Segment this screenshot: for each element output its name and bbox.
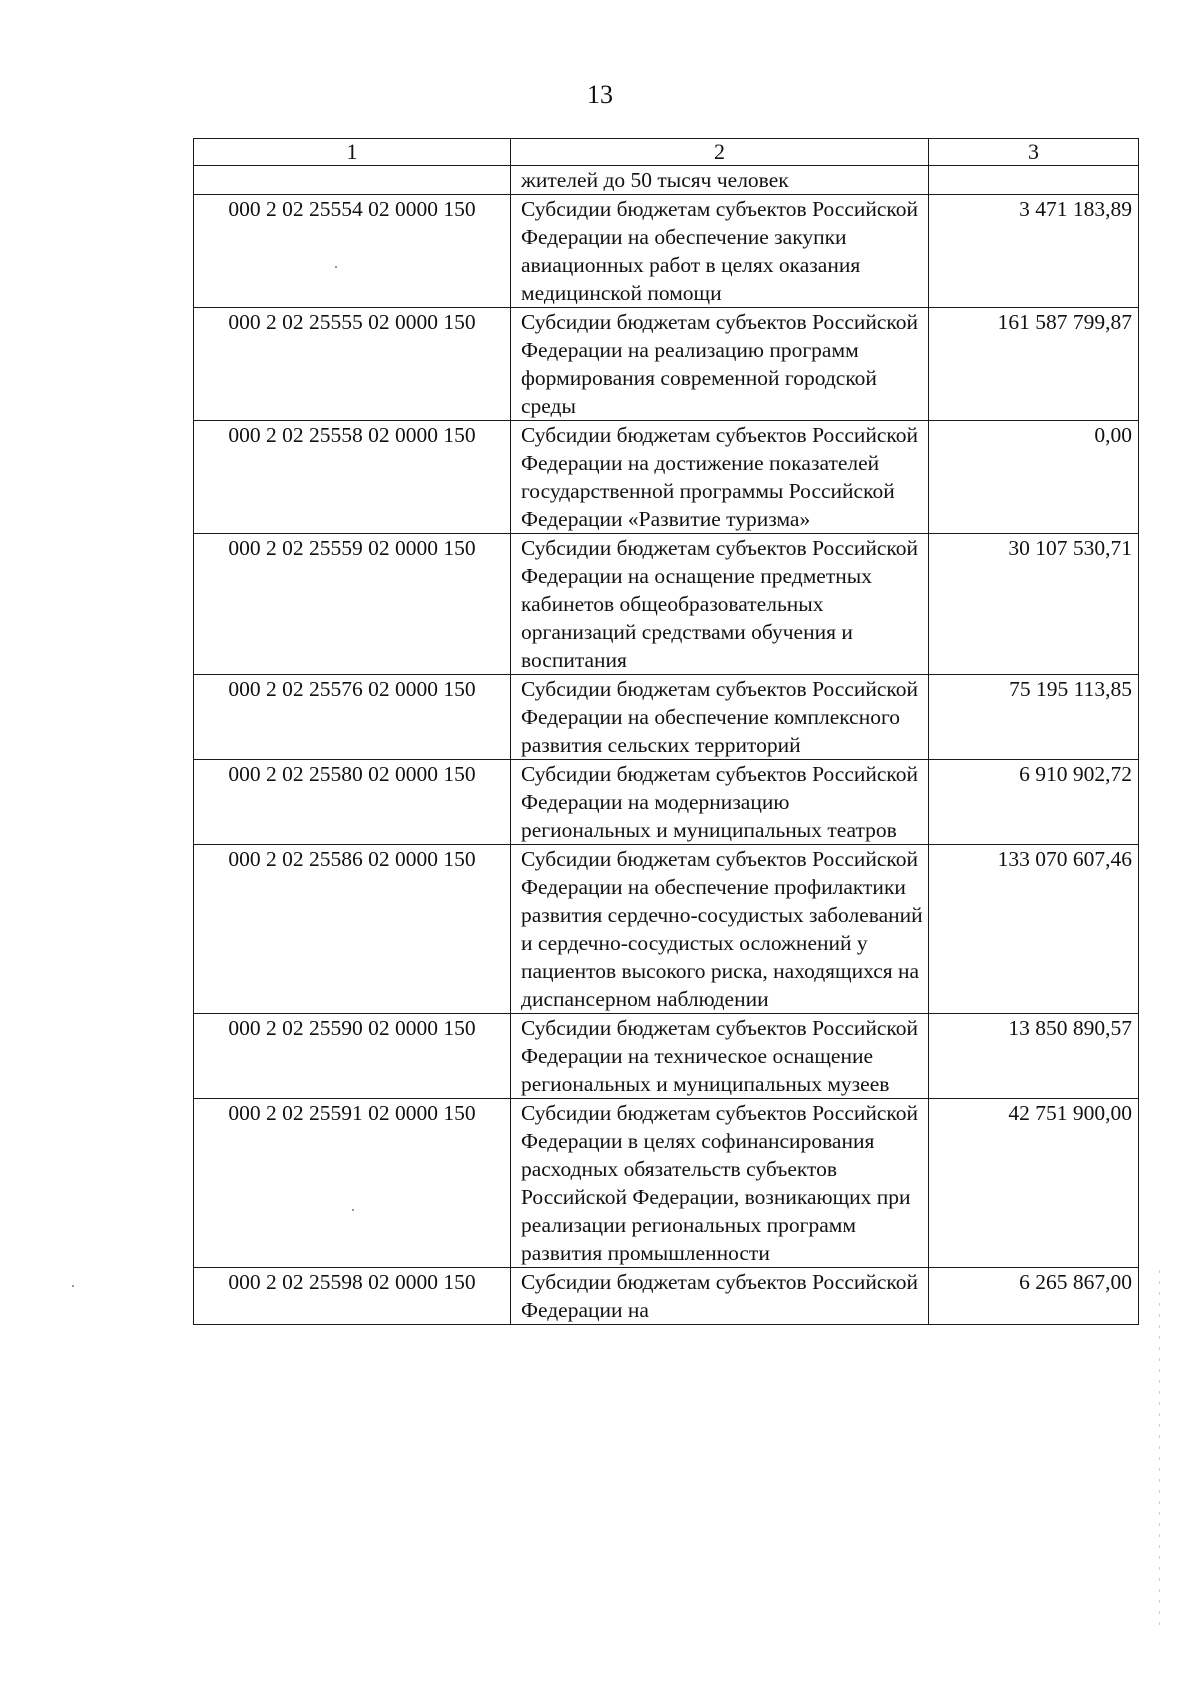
table-row bbox=[194, 308, 1139, 421]
cell-code bbox=[194, 166, 511, 195]
table-row bbox=[194, 166, 1139, 195]
cell-code: 000 2 02 25554 02 0000 150 bbox=[194, 195, 511, 308]
cell-sum: 6 910 902,72 bbox=[929, 760, 1139, 845]
cell-code: 000 2 02 25558 02 0000 150 bbox=[194, 421, 511, 534]
scan-speck bbox=[335, 266, 337, 268]
table-row bbox=[194, 1099, 1139, 1268]
scan-streak bbox=[1159, 1270, 1160, 1630]
cell-sum: 30 107 530,71 bbox=[929, 534, 1139, 675]
cell-sum: 3 471 183,89 bbox=[929, 195, 1139, 308]
table-row bbox=[194, 845, 1139, 1014]
cell-code: 000 2 02 25559 02 0000 150 bbox=[194, 534, 511, 675]
cell-name: Субсидии бюджетам субъектов Российской Федерации на обеспечение закупки авиационных работ в целях оказания медицинской помощи bbox=[511, 195, 929, 308]
cell-code: 000 2 02 25586 02 0000 150 bbox=[194, 845, 511, 1014]
cell-code: 000 2 02 25555 02 0000 150 bbox=[194, 308, 511, 421]
cell-code: 000 2 02 25576 02 0000 150 bbox=[194, 675, 511, 760]
column-header-1: 1 bbox=[194, 139, 511, 166]
cell-sum: 161 587 799,87 bbox=[929, 308, 1139, 421]
table-row bbox=[194, 675, 1139, 760]
table-row bbox=[194, 421, 1139, 534]
table-row bbox=[194, 1014, 1139, 1099]
table-row bbox=[194, 195, 1139, 308]
table-header-row bbox=[194, 139, 1139, 166]
cell-sum: 6 265 867,00 bbox=[929, 1268, 1139, 1325]
table-row bbox=[194, 760, 1139, 845]
cell-sum: 13 850 890,57 bbox=[929, 1014, 1139, 1099]
page-number: 13 bbox=[587, 80, 613, 109]
cell-name: Субсидии бюджетам субъектов Российской Федерации в целях софинансирования расходных обязательств субъектов Российской Федерации, возникающих при реализации региональных программ развития промышленности bbox=[511, 1099, 929, 1268]
scan-speck bbox=[72, 1285, 74, 1287]
cell-code: 000 2 02 25598 02 0000 150 bbox=[194, 1268, 511, 1325]
cell-name: Субсидии бюджетам субъектов Российской Федерации на обеспечение комплексного развития сельских территорий bbox=[511, 675, 929, 760]
cell-sum: 42 751 900,00 bbox=[929, 1099, 1139, 1268]
table-row bbox=[194, 534, 1139, 675]
cell-code: 000 2 02 25590 02 0000 150 bbox=[194, 1014, 511, 1099]
cell-name: Субсидии бюджетам субъектов Российской Федерации на bbox=[511, 1268, 929, 1325]
cell-sum: 133 070 607,46 bbox=[929, 845, 1139, 1014]
cell-sum: 0,00 bbox=[929, 421, 1139, 534]
cell-name: Субсидии бюджетам субъектов Российской Федерации на достижение показателей государственной программы Российской Федерации «Развитие туризма» bbox=[511, 421, 929, 534]
cell-name: жителей до 50 тысяч человек bbox=[511, 166, 929, 195]
cell-sum: 75 195 113,85 bbox=[929, 675, 1139, 760]
cell-name: Субсидии бюджетам субъектов Российской Федерации на техническое оснащение региональных и муниципальных музеев bbox=[511, 1014, 929, 1099]
scan-speck bbox=[352, 1209, 354, 1211]
cell-code: 000 2 02 25591 02 0000 150 bbox=[194, 1099, 511, 1268]
column-header-3: 3 bbox=[929, 139, 1139, 166]
column-header-2: 2 bbox=[511, 139, 929, 166]
table-body bbox=[194, 166, 1139, 1325]
cell-name: Субсидии бюджетам субъектов Российской Федерации на модернизацию региональных и муниципальных театров bbox=[511, 760, 929, 845]
cell-code: 000 2 02 25580 02 0000 150 bbox=[194, 760, 511, 845]
cell-name: Субсидии бюджетам субъектов Российской Федерации на оснащение предметных кабинетов общеобразовательных организаций средствами обучения и воспитания bbox=[511, 534, 929, 675]
cell-name: Субсидии бюджетам субъектов Российской Федерации на обеспечение профилактики развития сердечно-сосудистых заболеваний и сердечно-сосудистых осложнений у пациентов высокого риска, находящихся на диспансерном наблюдении bbox=[511, 845, 929, 1014]
cell-sum bbox=[929, 166, 1139, 195]
budget-table bbox=[193, 138, 1139, 1325]
cell-name: Субсидии бюджетам субъектов Российской Федерации на реализацию программ формирования современной городской среды bbox=[511, 308, 929, 421]
table-header bbox=[194, 139, 1139, 166]
table-row bbox=[194, 1268, 1139, 1325]
